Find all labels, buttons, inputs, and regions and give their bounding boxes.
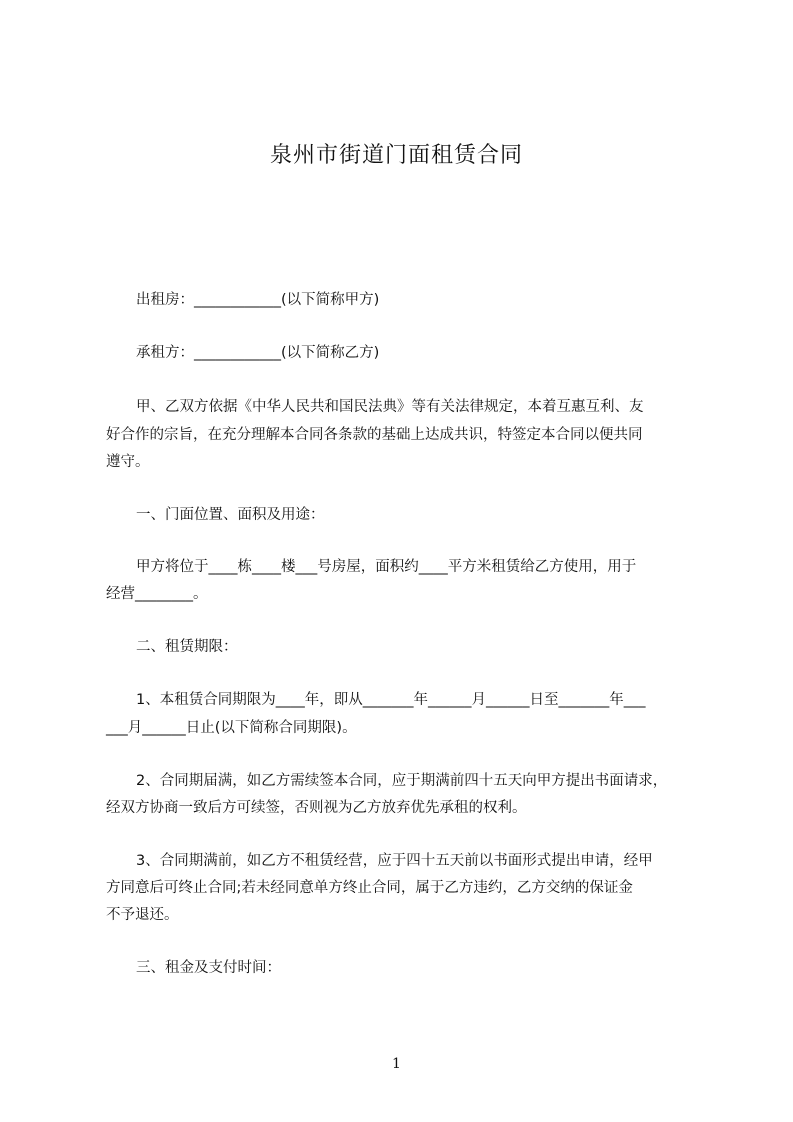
preamble-line-1: 甲、乙双方依据《中华人民共和国民法典》等有关法律规定，本着互惠互利、友 — [136, 399, 644, 415]
clause-2-3-line-2: 方同意后可终止合同;若未经同意单方终止合同，属于乙方违约，乙方交纳的保证金 — [106, 880, 633, 896]
clause-2-2-line-2: 经双方协商一致后方可续签，否则视为乙方放弃优先承租的权利。 — [106, 800, 527, 816]
lessee-line: 承租方：____________(以下简称乙方) — [136, 345, 380, 361]
clause-2-1-line-1: 1、本租赁合同期限为____年，即从_______年______月______日至_______年___ — [136, 692, 646, 708]
section-1-line-2: 经营________。 — [106, 586, 208, 602]
page-number: 1 — [392, 1056, 401, 1072]
preamble-line-2: 好合作的宗旨，在充分理解本合同各条款的基础上达成共识，特签定本合同以便共同 — [106, 427, 643, 443]
clause-2-3-line-1: 3、合同期满前，如乙方不租赁经营，应于四十五天前以书面形式提出申请，经甲 — [136, 853, 653, 869]
clause-2-1-line-2: ___月______日止(以下简称合同期限)。 — [106, 720, 357, 736]
section-3-heading: 三、租金及支付时间： — [136, 960, 281, 976]
lessor-line: 出租房：____________(以下简称甲方) — [136, 292, 380, 308]
clause-2-2-line-1: 2、合同期届满，如乙方需续签本合同，应于期满前四十五天向甲方提出书面请求， — [136, 773, 668, 789]
section-1-line-1: 甲方将位于____栋____楼___号房屋，面积约____平方米租赁给乙方使用，用于 — [136, 559, 637, 575]
document-title: 泉州市街道门面租赁合同 — [269, 143, 523, 168]
preamble-line-3: 遵守。 — [106, 454, 150, 470]
section-1-heading: 一、门面位置、面积及用途： — [136, 507, 325, 523]
clause-2-3-line-3: 不予退还。 — [106, 907, 179, 923]
section-2-heading: 二、租赁期限： — [136, 639, 238, 655]
